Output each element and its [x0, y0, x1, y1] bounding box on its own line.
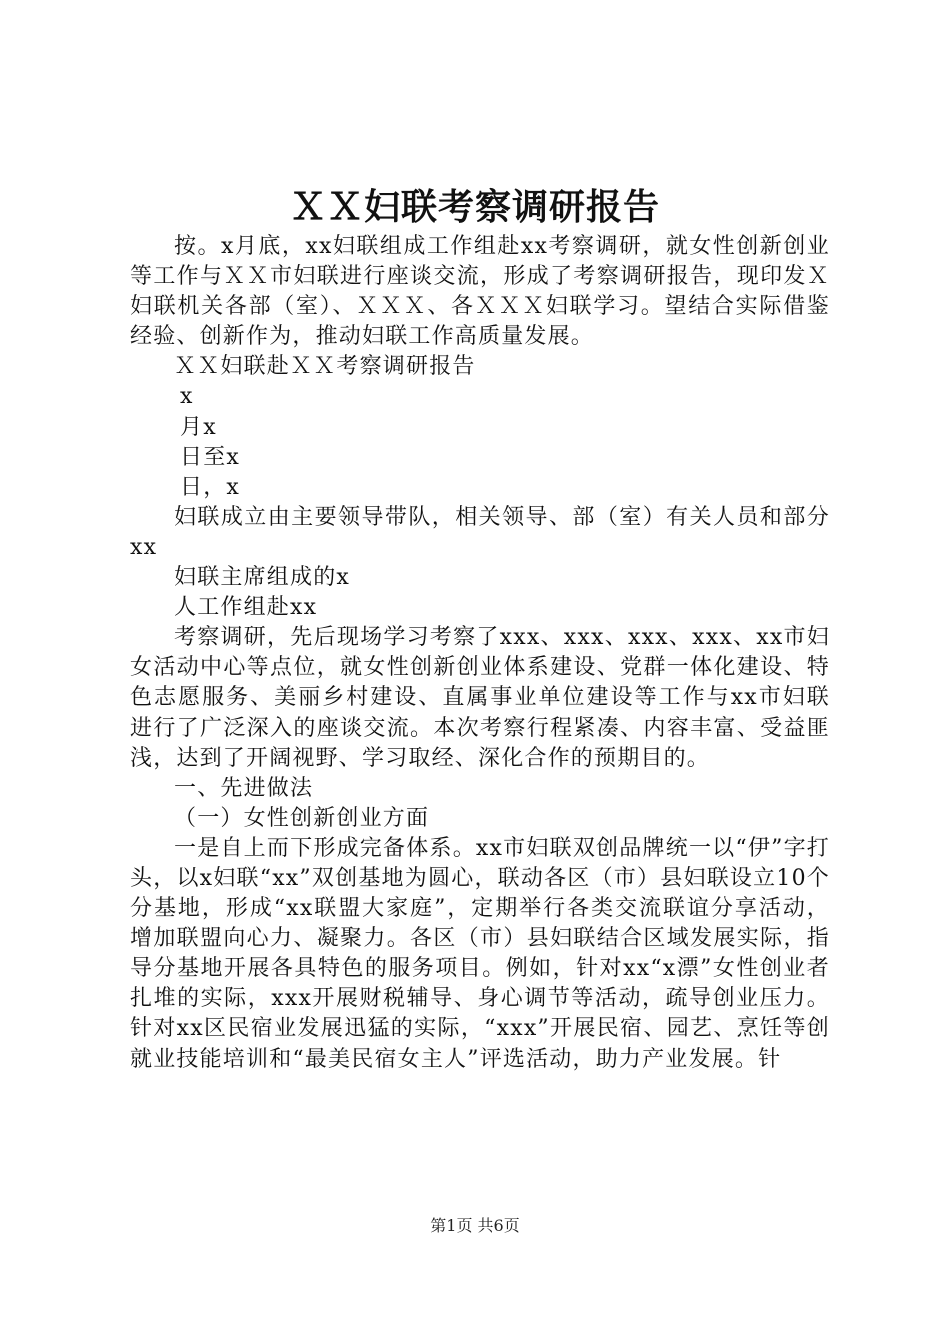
intro-paragraph: 按。x月底，xx妇联组成工作组赴xx考察调研，就女性创新创业等工作与ＸＸ市妇联进行座谈交流，形成了考察调研报告，现印发Ｘ妇联机关各部（室）、ＸＸＸ、各ＸＸＸ妇联学习。望结合实际借鉴经验、创新作为，推动妇联工作高质量发展。: [130, 234, 830, 350]
subsection-heading: （一）女性创新创业方面: [174, 805, 430, 831]
section-heading: 一、先进做法: [174, 775, 314, 801]
document-body: [130, 232, 830, 1075]
body-line: 妇联主席组成的x: [174, 565, 351, 591]
body-paragraph: 考察调研，先后现场学习考察了xxx、xxx、xxx、xxx、xx市妇女活动中心等点位，就女性创新创业体系建设、党群一体化建设、特色志愿服务、美丽乡村建设、直属事业单位建设等工作与xx市妇联进行了广泛深入的座谈交流。本次考察行程紧凑、内容丰富、受益匪浅，达到了开阔视野、学习取经、深化合作的预期目的。: [130, 625, 830, 771]
report-subtitle: ＸＸ妇联赴ＸＸ考察调研报告: [174, 354, 476, 380]
body-paragraph: 妇联成立由主要领导带队，相关领导、部（室）有关人员和部分xx: [130, 504, 830, 560]
page-footer: 第1页 共6页: [430, 1216, 520, 1235]
body-line: 人工作组赴xx: [174, 595, 318, 621]
body-paragraph: 一是自上而下形成完备体系。xx市妇联双创品牌统一以“伊”字打头，以x妇联“xx”双创基地为圆心，联动各区（市）县妇联设立10个分基地，形成“xx联盟大家庭”，定期举行各类交流联谊分享活动，增加联盟向心力、凝聚力。各区（市）县妇联结合区域发展实际，指导分基地开展各具特色的服务项目。例如，针对xx“x漂”女性创业者扎堆的实际，xxx开展财税辅导、身心调节等活动，疏导创业压力。针对xx区民宿业发展迅猛的实际，“xxx”开展民宿、园艺、烹饪等创就业技能培训和“最美民宿女主人”评选活动，助力产业发展。针: [130, 835, 830, 1072]
document-title: ＸＸ妇联考察调研报告: [289, 186, 660, 228]
body-line: 日，x: [180, 474, 241, 500]
body-line: 月x: [180, 414, 217, 440]
body-line: x: [180, 384, 194, 410]
body-line: 日至x: [180, 444, 241, 470]
